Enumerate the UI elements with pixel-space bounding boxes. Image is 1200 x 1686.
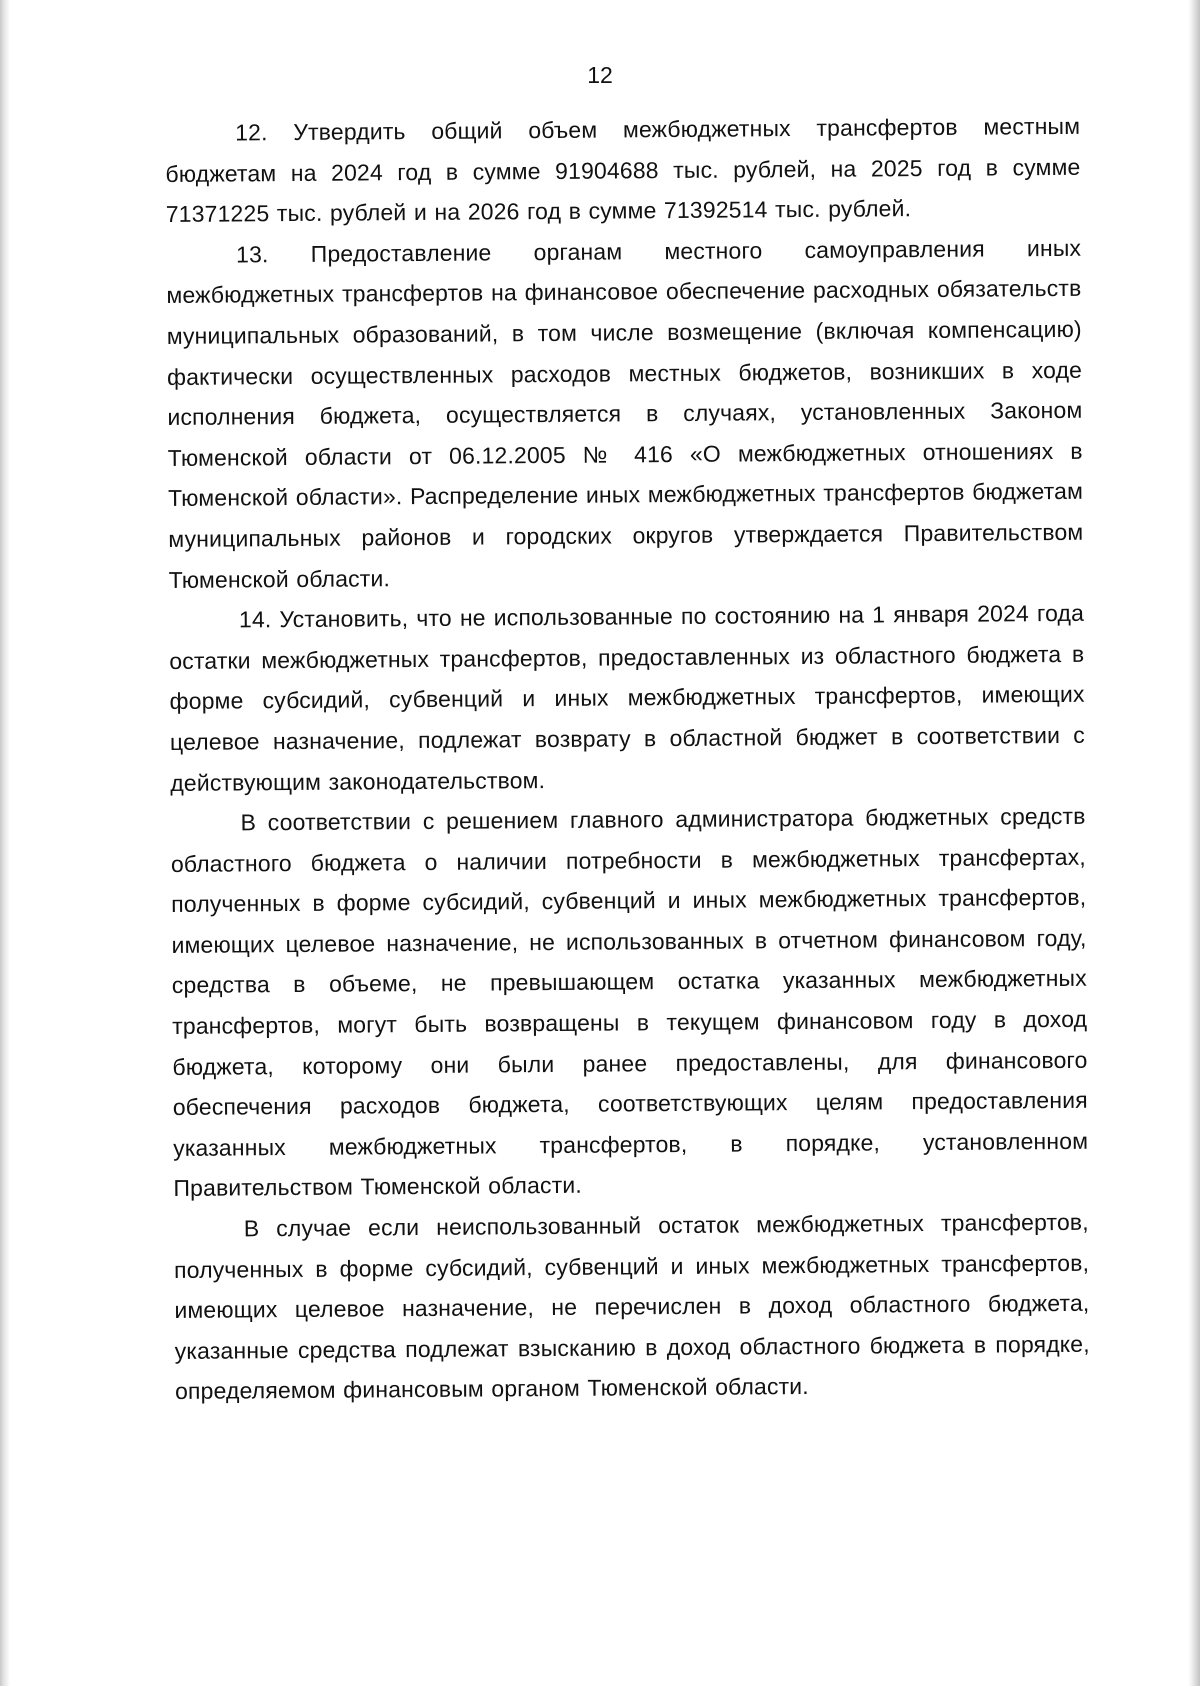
paragraph-return-of-funds: В соответствии с решением главного администратора бюджетных средств областного бюджета о наличии потребности в межбюджетных трансфертах, полученных в форме субсидий, субвенций и иных межбюджетных трансфертов, имеющих целевое назначение, не использованных в отчетном финансовом году, средства в объеме, не превышающем остатка указанных межбюджетных трансфертов, могут быть возвращены в текущем финансовом году в доход бюджета, которому они были ранее предоставлены, для финансового обеспечения расходов бюджета, соответствующих целям предоставления указанных межбюджетных трансфертов, в порядке, установленном Правительством Тюменской области. [170, 802, 1089, 1202]
paragraph-13: 13. Предоставление органам местного самоуправления иных межбюджетных трансфертов на финансовое обеспечение расходных обязательств муниципальных образований, в том числе возмещение (включая компенсацию) фактически осуществленных расходов местных бюджетов, возникших в ходе исполнения бюджета, осуществляется в случаях, установленных Законом Тюменской области от 06.12.2005 № 416 «О межбюджетных отношениях в Тюменской области». Распределение иных межбюджетных трансфертов бюджетам муниципальных районов и городских округов утверждается Правительством Тюменской области. [166, 234, 1084, 593]
scan-edge-left [0, 0, 10, 1686]
paragraph-14: 14. Установить, что не использованные по состоянию на 1 января 2024 года остатки межбюджетных трансфертов, предоставленных из областного бюджета в форме субсидий, субвенций и иных межбюджетных трансфертов, имеющих целевое назначение, подлежат возврату в областной бюджет в соответствии с действующим законодательством. [169, 599, 1086, 796]
page-number: 12 [587, 62, 613, 88]
document-body [165, 106, 1090, 1412]
paragraph-12: 12. Утвердить общий объем межбюджетных трансфертов местным бюджетам на 2024 год в сумме 91904688 тыс. рублей, на 2025 год в сумме 71371225 тыс. рублей и на 2026 год в сумме 71392514 тыс. рублей. [165, 112, 1081, 228]
scan-edge-right [1188, 0, 1200, 1686]
paragraph-recovery-of-funds: В случае если неиспользованный остаток межбюджетных трансфертов, полученных в форме субсидий, субвенций и иных межбюджетных трансфертов, имеющих целевое назначение, не перечислен в доход областного бюджета, указанные средства подлежат взысканию в доход областного бюджета в порядке, определяемом финансовым органом Тюменской области. [173, 1208, 1090, 1405]
